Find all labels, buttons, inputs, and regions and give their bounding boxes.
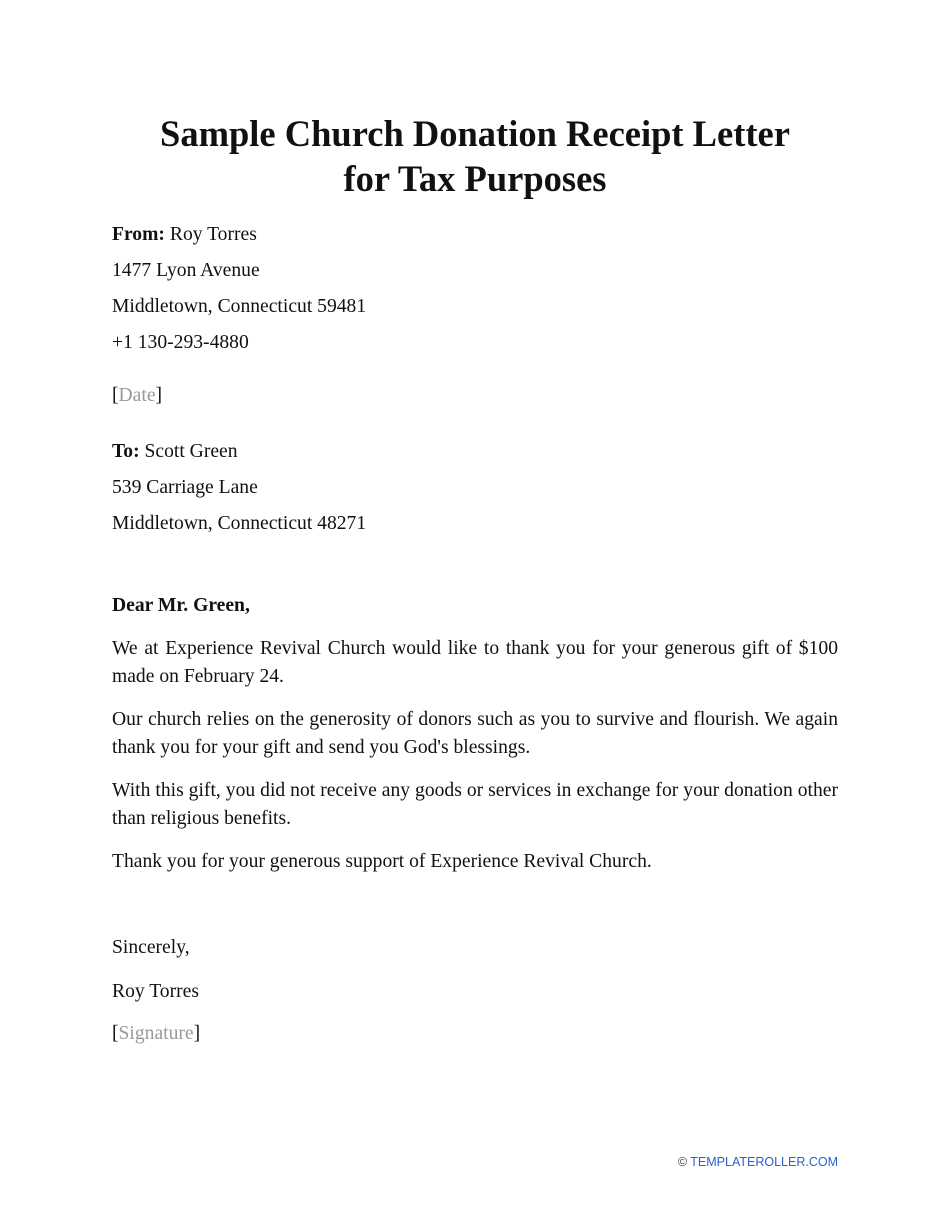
salutation: Dear Mr. Green, xyxy=(112,595,250,616)
body-paragraph-2: Our church relies on the generosity of donors such as you to survive and flourish. We again thank you for your gift and send you God's blessings. xyxy=(112,709,838,758)
from-label: From: xyxy=(112,224,165,245)
signer-name: Roy Torres xyxy=(112,981,199,1002)
valediction: Sincerely, xyxy=(112,937,190,958)
signature-bracket-close: ] xyxy=(193,1023,201,1044)
signature-field xyxy=(112,1022,200,1046)
sender-phone: +1 130-293-4880 xyxy=(112,332,249,353)
sender-name: Roy Torres xyxy=(169,224,257,245)
recipient-address-2: Middletown, Connecticut 48271 xyxy=(112,513,367,534)
title-line-2: for Tax Purposes xyxy=(343,158,607,199)
sender-line xyxy=(112,223,257,247)
to-label: To: xyxy=(112,441,140,462)
date-field xyxy=(112,384,162,408)
title-line-1: Sample Church Donation Receipt Letter xyxy=(160,113,790,154)
date-placeholder: Date xyxy=(118,385,156,406)
recipient-line xyxy=(112,440,238,464)
date-bracket-open: [ xyxy=(112,385,119,406)
date-bracket-close: ] xyxy=(155,385,163,406)
recipient-name: Scott Green xyxy=(144,441,238,462)
document-title xyxy=(0,111,950,201)
signature-bracket-open: [ xyxy=(112,1023,119,1044)
body-paragraph-3: With this gift, you did not receive any goods or services in exchange for your donation other than religious benefits. xyxy=(112,780,838,829)
sender-address-1: 1477 Lyon Avenue xyxy=(112,260,260,281)
body-paragraph-1: We at Experience Revival Church would like to thank you for your generous gift of $100 made on February 24. xyxy=(112,638,838,687)
recipient-address-1: 539 Carriage Lane xyxy=(112,477,258,498)
copyright-icon: © xyxy=(677,1155,688,1169)
sender-address-2: Middletown, Connecticut 59481 xyxy=(112,296,367,317)
body-paragraph-4: Thank you for your generous support of Experience Revival Church. xyxy=(112,851,652,872)
signature-placeholder: Signature xyxy=(118,1023,194,1044)
templateroller-link[interactable]: TEMPLATEROLLER.COM xyxy=(690,1155,838,1169)
footer-credit xyxy=(678,1154,838,1170)
